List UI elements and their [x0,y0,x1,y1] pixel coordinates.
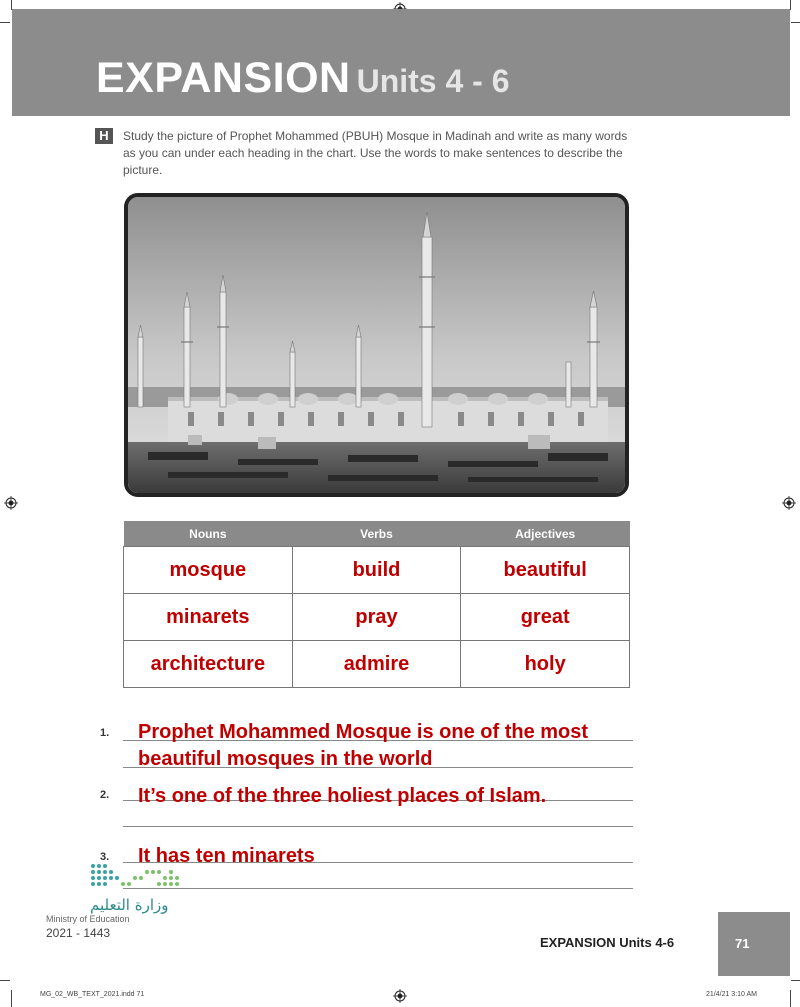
table-cell: build [292,547,461,594]
answer-text: It’s one of the three holiest places of Islam. [138,785,547,807]
print-slug-date: 21/4/21 3:10 AM [706,991,757,998]
crop-mark [791,980,800,981]
writing-line [123,888,633,889]
registration-mark-icon [782,496,796,510]
registration-mark-icon [4,496,18,510]
table-cell: mosque [124,547,293,594]
sentence-number: 2. [100,789,110,801]
table-header-row [124,521,630,547]
crop-mark [11,990,12,1007]
table-row [124,547,630,594]
exercise-instruction: Study the picture of Prophet Mohammed (PBUH) Mosque in Madinah and write as many words as you can under each heading in the chart. Use the words to make sentences to describe the picture. [123,129,628,177]
answer-text: beautiful mosques in the world [138,748,433,770]
writing-line [123,826,633,827]
crop-mark [790,0,791,10]
table-cell: holy [461,641,630,688]
mosque-photo [124,193,629,497]
page-title-subtitle: Units 4 - 6 [356,63,510,99]
sentence-number: 3. [100,851,110,863]
page-number: 71 [718,912,790,976]
column-header-adjectives: Adjectives [461,521,630,547]
column-header-nouns: Nouns [124,521,293,547]
crop-mark [0,980,10,981]
table-cell: minarets [124,594,293,641]
crop-mark [791,22,800,23]
table-cell: admire [292,641,461,688]
registration-mark-icon [393,989,407,1003]
ministry-year: 2021 - 1443 [46,926,111,940]
column-header-verbs: Verbs [292,521,461,547]
crop-mark [790,990,791,1007]
sentence-number: 1. [100,727,110,739]
header-band [12,9,790,116]
page-title-main: EXPANSION [96,54,351,102]
exercise-badge: H [95,128,113,144]
footer-section-title: EXPANSION Units 4-6 [540,935,675,950]
ministry-name-arabic: وزارة التعليم [90,896,169,914]
ministry-logo-dots-icon [89,862,181,897]
table-cell: pray [292,594,461,641]
table-row [124,641,630,688]
answer-text: It has ten minarets [138,845,315,867]
crop-mark [0,22,10,23]
table-cell: architecture [124,641,293,688]
word-chart-table [123,521,630,688]
answer-text: Prophet Mohammed Mosque is one of the most [138,721,589,743]
page-title [96,53,510,106]
table-cell: great [461,594,630,641]
ministry-name-english: Ministry of Education [46,914,130,924]
table-cell: beautiful [461,547,630,594]
table-row [124,594,630,641]
print-slug-file: MG_02_WB_TEXT_2021.indd 71 [40,991,145,998]
